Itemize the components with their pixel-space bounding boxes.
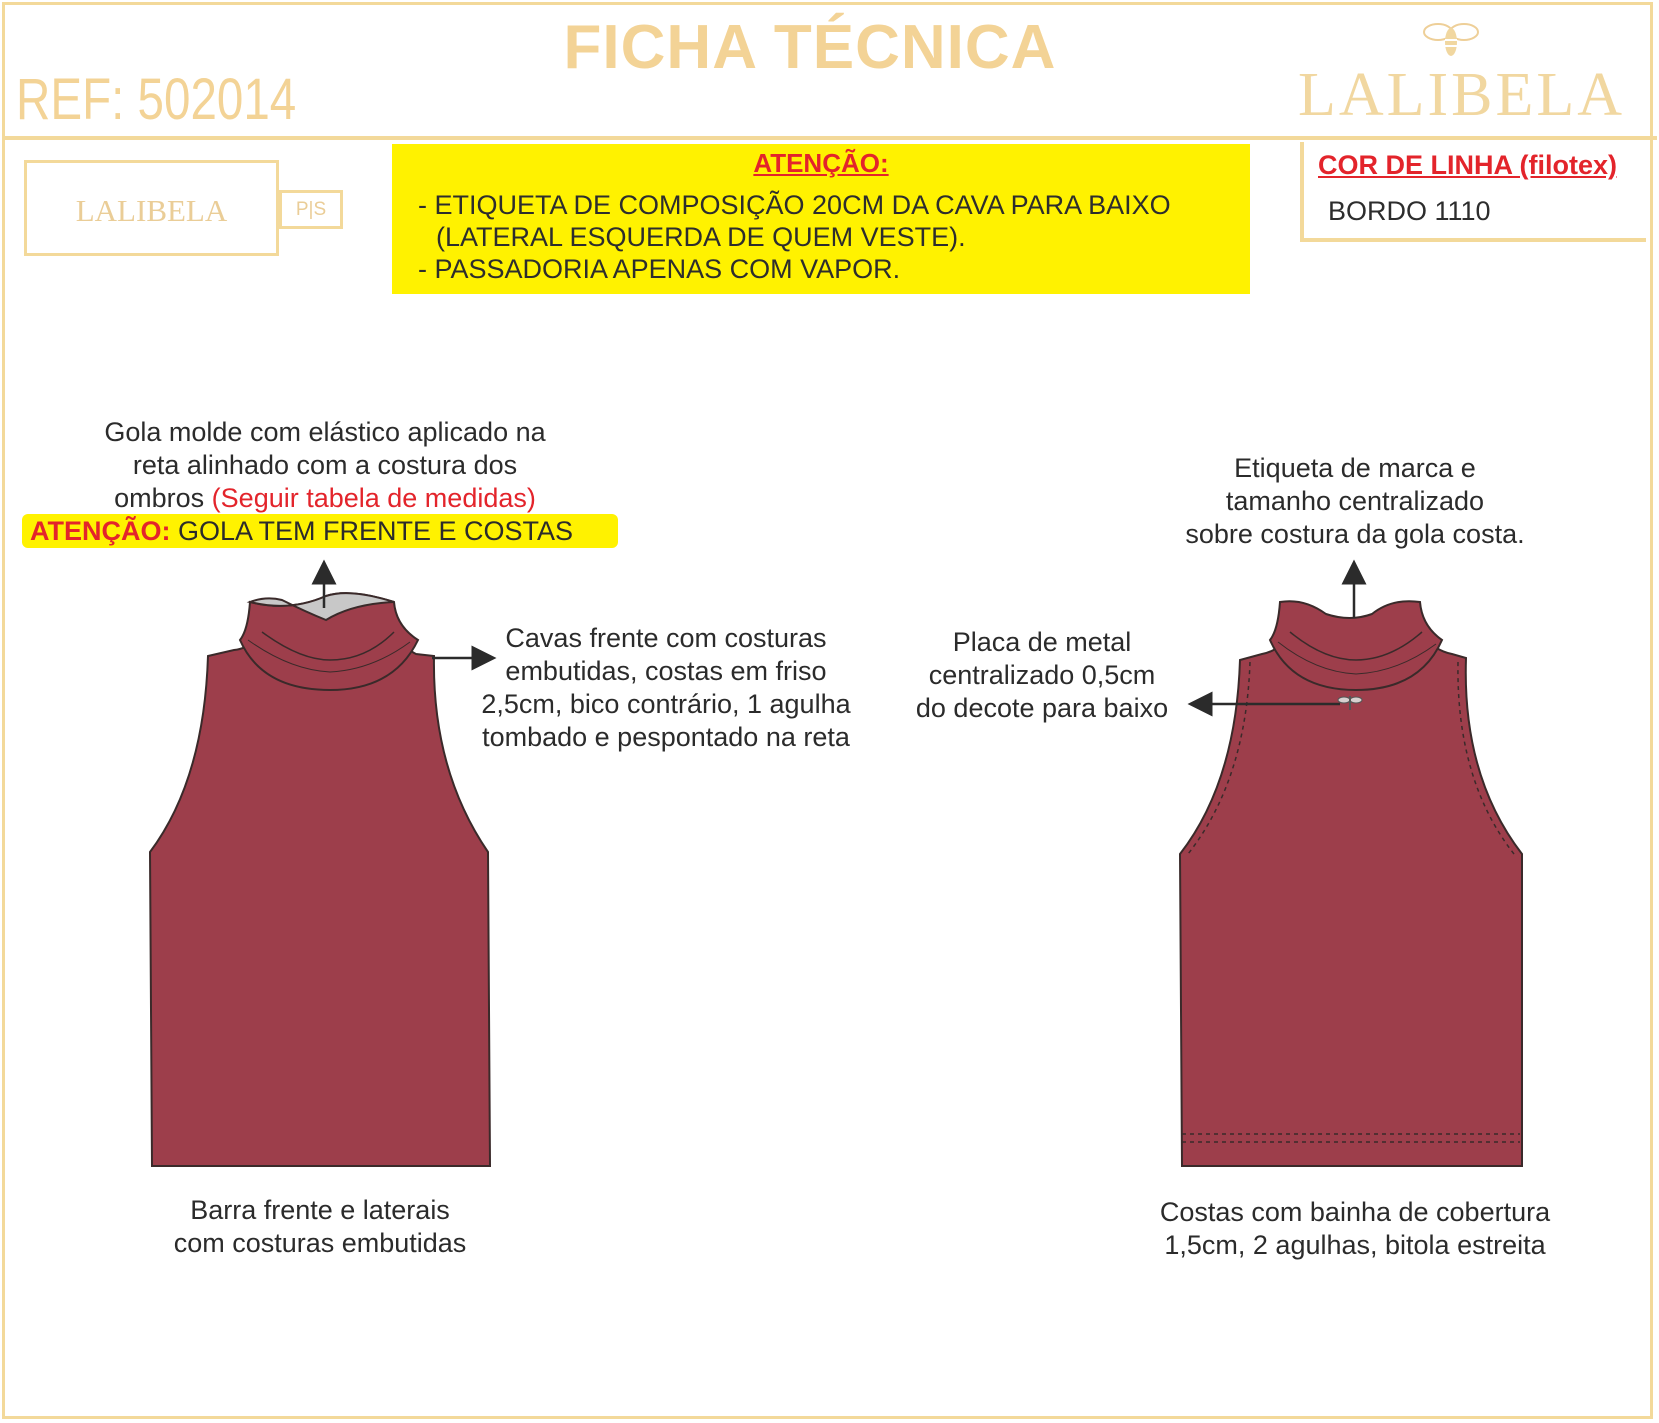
page-title: FICHA TÉCNICA bbox=[563, 13, 1057, 82]
attention-line-2: (LATERAL ESQUERDA DE QUEM VESTE). bbox=[436, 222, 966, 252]
thread-color-title: COR DE LINHA (filotex) bbox=[1318, 150, 1617, 180]
brand-label-note-line-3: sobre costura da gola costa. bbox=[1185, 519, 1525, 549]
armhole-note-line-3: 2,5cm, bico contrário, 1 agulha bbox=[481, 689, 851, 719]
collar-note-line-3-text: ombros bbox=[114, 483, 212, 513]
front-garment bbox=[150, 593, 490, 1166]
collar-note-line-1: Gola molde com elástico aplicado na bbox=[104, 417, 546, 447]
armhole-note-line-1: Cavas frente com costuras bbox=[505, 623, 827, 653]
attention-title: ATENÇÃO: bbox=[753, 148, 889, 178]
attention-line-3: - PASSADORIA APENAS COM VAPOR. bbox=[418, 254, 901, 284]
attention-line-1: - ETIQUETA DE COMPOSIÇÃO 20CM DA CAVA PARA BAIXO bbox=[418, 190, 1171, 220]
collar-warning-text: GOLA TEM FRENTE E COSTAS bbox=[170, 516, 574, 546]
size-tag: P|S bbox=[279, 190, 343, 229]
back-hem-note-line-2: 1,5cm, 2 agulhas, bitola estreita bbox=[1164, 1230, 1546, 1260]
back-hem-note-line-1: Costas com bainha de cobertura bbox=[1159, 1197, 1551, 1227]
collar-note-measure-link: (Seguir tabela de medidas) bbox=[211, 483, 536, 513]
brand-label-note-line-2: tamanho centralizado bbox=[1225, 486, 1485, 516]
metal-plate-note-line-2: centralizado 0,5cm bbox=[928, 660, 1156, 690]
brand-logo: LALIBELA bbox=[1298, 61, 1626, 129]
back-garment bbox=[1180, 601, 1522, 1166]
thread-color-value: BORDO 1110 bbox=[1328, 196, 1491, 226]
collar-warning-label: ATENÇÃO: bbox=[30, 516, 171, 546]
metal-plate-note-line-1: Placa de metal bbox=[952, 627, 1132, 657]
armhole-note-line-4: tombado e pespontado na reta bbox=[482, 722, 850, 752]
label-brand-text: LALIBELA bbox=[75, 193, 228, 228]
armhole-note-line-2: embutidas, costas em friso bbox=[505, 656, 827, 686]
front-hem-note-line-1: Barra frente e laterais bbox=[190, 1195, 450, 1225]
front-body bbox=[150, 632, 490, 1166]
front-hem-note-line-2: com costuras embutidas bbox=[173, 1228, 467, 1258]
collar-note-line-2: reta alinhado com a costura dos bbox=[132, 450, 518, 480]
back-body bbox=[1180, 632, 1522, 1166]
metal-plate-note-line-3: do decote para baixo bbox=[915, 693, 1169, 723]
brand-label-note-line-1: Etiqueta de marca e bbox=[1234, 453, 1476, 483]
reference-code: REF: 502014 bbox=[16, 67, 297, 132]
